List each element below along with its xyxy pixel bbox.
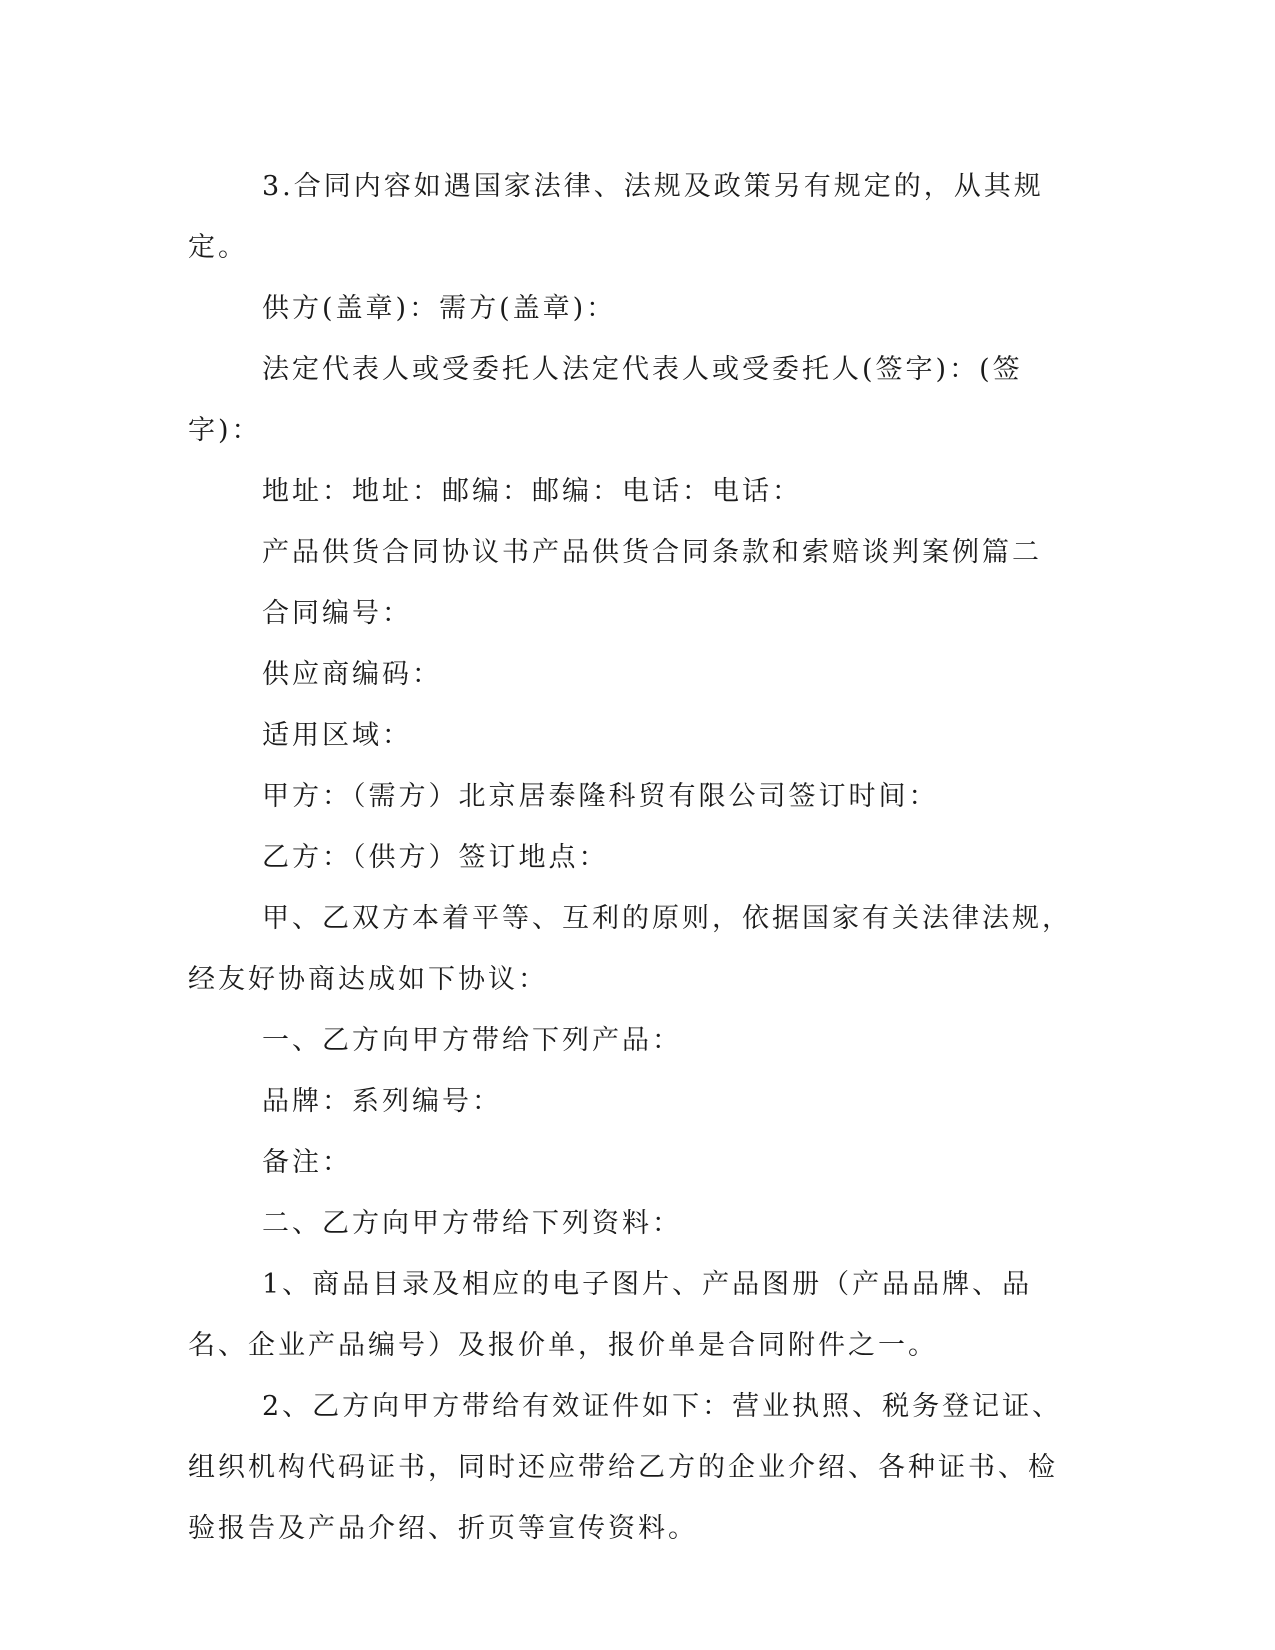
paragraph-agreement-intro: 甲、乙双方本着平等、互利的原则，依据国家有关法律法规，经友好协商达成如下协议：: [188, 903, 1072, 995]
paragraph-title-part-two: 产品供货合同协议书产品供货合同条款和索赔谈判案例篇二: [262, 537, 1042, 568]
paragraph-signature-line: 法定代表人或受委托人法定代表人或受委托人(签字)：(签字)：: [188, 354, 1023, 446]
paragraph-contract-number: 合同编号：: [262, 598, 412, 629]
paragraph-item-1: 1、商品目录及相应的电子图片、产品图册（产品品牌、品名、企业产品编号）及报价单，报价单是合同附件之一。: [188, 1269, 1033, 1361]
document-body: [188, 156, 1078, 1559]
paragraph-party-a: 甲方：（需方）北京居泰隆科贸有限公司签订时间：: [262, 781, 939, 812]
paragraph-supplier-code: 供应商编码：: [262, 659, 442, 690]
paragraph-applicable-region: 适用区域：: [262, 720, 412, 751]
paragraph-section-two: 二、乙方向甲方带给下列资料：: [262, 1208, 682, 1239]
paragraph-section-one: 一、乙方向甲方带给下列产品：: [262, 1025, 682, 1056]
paragraph-item-2: 2、乙方向甲方带给有效证件如下：营业执照、税务登记证、组织机构代码证书，同时还应带给乙方的企业介绍、各种证书、检验报告及产品介绍、折页等宣传资料。: [188, 1391, 1063, 1544]
paragraph-party-b: 乙方：（供方）签订地点：: [262, 842, 609, 873]
paragraph-brand-series: 品牌：系列编号：: [262, 1086, 502, 1117]
paragraph-clause-3: 3.合同内容如遇国家法律、法规及政策另有规定的，从其规定。: [188, 171, 1044, 263]
paragraph-address-line: 地址：地址：邮编：邮编：电话：电话：: [262, 476, 802, 507]
paragraph-seal-line: 供方(盖章)：需方(盖章)：: [262, 293, 617, 324]
paragraph-remarks: 备注：: [262, 1147, 352, 1178]
